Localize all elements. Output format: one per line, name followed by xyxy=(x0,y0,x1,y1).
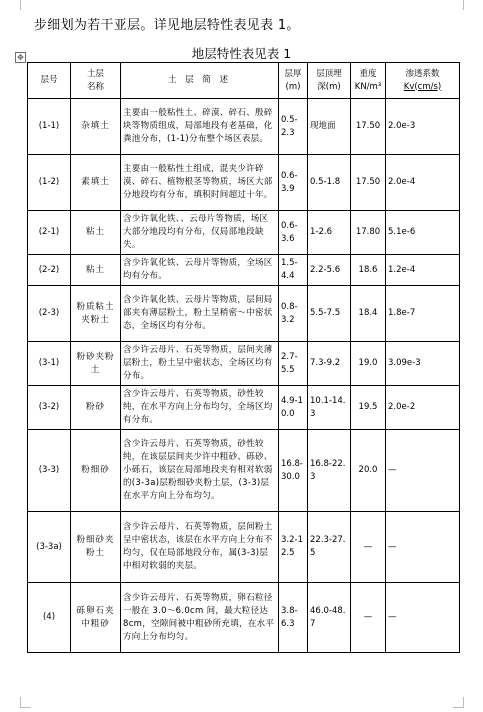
top-depth-cell: 1-2.6 xyxy=(308,211,351,255)
header-layer-name: 土层 名称 xyxy=(71,63,121,99)
thickness-cell: 0.5-2.3 xyxy=(279,99,308,155)
layer-name-cell: 粉质粘土夹粉土 xyxy=(71,286,121,342)
table-move-handle-icon[interactable]: ✥ xyxy=(15,52,26,63)
thickness-cell: 2.7-5.5 xyxy=(279,342,308,386)
unit-weight-cell: 19.5 xyxy=(351,386,386,430)
permeability-cell: — xyxy=(386,430,460,512)
description-cell: 含少许氧化铁、、云母片等物质，场区大部分地段均有分布，仅局部地段缺失。 xyxy=(121,211,279,255)
top-depth-cell: 22.3-27.5 xyxy=(308,512,351,583)
description-cell: 含少许云母片、石英等物质，层间夹薄层粉土，粉土呈中密状态，全场区均有分布。 xyxy=(121,342,279,386)
description-cell: 含少许云母片、石英等物质，卵石粒径一般在 3.0～6.0cm 间，最大粒径达 8cm，空隙间被中粗砂所充填，在水平方向上分布均匀。 xyxy=(121,583,279,653)
permeability-unit: Kv(cm/s) xyxy=(403,81,442,92)
unit-weight-cell: 17.50 xyxy=(351,155,386,211)
thickness-cell: 0.8-3.2 xyxy=(279,286,308,342)
layer-id-cell: (3-3) xyxy=(28,430,71,512)
description-cell: 含少许氧化铁、云母片等物质，全场区均有分布。 xyxy=(121,255,279,286)
permeability-cell: 2.0e-3 xyxy=(386,99,460,155)
crop-mark-top-right xyxy=(453,0,464,10)
description-cell: 主要由一般粘性土、碎漠、碎石、殷碎块等物质组成，局部地段有老基础，化粪池分布，(1-1)分布整个场区表层。 xyxy=(121,99,279,155)
intro-paragraph: 步细划为若干亚层。详见地层特性表见表 1。 xyxy=(34,18,300,33)
table-row xyxy=(28,386,460,430)
header-thickness: 层厚 (m) xyxy=(279,63,308,99)
strata-table-body xyxy=(28,99,460,653)
table-row xyxy=(28,342,460,386)
table-row xyxy=(28,255,460,286)
thickness-cell: 3.8-6.3 xyxy=(279,583,308,653)
permeability-cell: — xyxy=(386,512,460,583)
top-depth-cell: 0.5-1.8 xyxy=(308,155,351,211)
header-top-depth: 层顶埋 深(m) xyxy=(308,63,351,99)
permeability-cell: 1.2e-4 xyxy=(386,255,460,286)
table-row xyxy=(28,155,460,211)
header-description: 土 层 简 述 xyxy=(121,63,279,99)
crop-mark-bottom-right xyxy=(453,697,464,708)
layer-id-cell: (2-1) xyxy=(28,211,71,255)
layer-name-cell: 素填土 xyxy=(71,155,121,211)
top-depth-cell: 16.8-22.3 xyxy=(308,430,351,512)
unit-weight-unit: KN/m³ xyxy=(354,81,382,92)
unit-weight-cell: — xyxy=(351,583,386,653)
unit-weight-cell: — xyxy=(351,512,386,583)
thickness-cell: 16.8-30.0 xyxy=(279,430,308,512)
layer-id-cell: (4) xyxy=(28,583,71,653)
unit-weight-cell: 19.0 xyxy=(351,342,386,386)
table-row xyxy=(28,512,460,583)
top-depth-cell: 46.0-48.7 xyxy=(308,583,351,653)
layer-id-cell: (1-1) xyxy=(28,99,71,155)
table-row xyxy=(28,430,460,512)
crop-mark-bottom-left xyxy=(20,697,31,708)
layer-name-cell: 砾卵石夹中粗砂 xyxy=(71,583,121,653)
thickness-cell: 4.9-10.0 xyxy=(279,386,308,430)
strata-table xyxy=(27,62,460,653)
permeability-cell: 1.8e-7 xyxy=(386,286,460,342)
top-depth-cell: 2.2-5.6 xyxy=(308,255,351,286)
layer-name-cell: 粉细砂 xyxy=(71,430,121,512)
permeability-cell: 2.0e-2 xyxy=(386,386,460,430)
layer-name-cell: 杂填土 xyxy=(71,99,121,155)
top-depth-cell: 7.3-9.2 xyxy=(308,342,351,386)
unit-weight-cell: 17.80 xyxy=(351,211,386,255)
description-cell: 含少许云母片、石英等物质，层间粉土呈中密状态，该层在水平方向上分布不均匀，仅在局部地段分布，属(3-3)层中相对软弱的夹层。 xyxy=(121,512,279,583)
layer-id-cell: (2-3) xyxy=(28,286,71,342)
layer-name-cell: 粉砂 xyxy=(71,386,121,430)
layer-name-cell: 粘土 xyxy=(71,255,121,286)
unit-weight-cell: 18.4 xyxy=(351,286,386,342)
unit-weight-cell: 17.50 xyxy=(351,99,386,155)
header-layer-id: 层号 xyxy=(28,63,71,99)
layer-name-cell: 粘土 xyxy=(71,211,121,255)
layer-id-cell: (3-3a) xyxy=(28,512,71,583)
layer-id-cell: (3-2) xyxy=(28,386,71,430)
top-depth-cell: 现地面 xyxy=(308,99,351,155)
layer-id-cell: (1-2) xyxy=(28,155,71,211)
header-unit-weight xyxy=(351,63,386,99)
permeability-cell: 3.09e-3 xyxy=(386,342,460,386)
top-depth-cell: 10.1-14.3 xyxy=(308,386,351,430)
layer-id-cell: (3-1) xyxy=(28,342,71,386)
permeability-cell: 5.1e-6 xyxy=(386,211,460,255)
unit-weight-cell: 20.0 xyxy=(351,430,386,512)
permeability-cell: 2.0e-4 xyxy=(386,155,460,211)
thickness-cell: 3.2-12.5 xyxy=(279,512,308,583)
description-cell: 含少许氧化铁、云母片等物质，层间局部夹有薄层粉土，粉土呈稍密～中密状态，全场区均有分布。 xyxy=(121,286,279,342)
description-cell: 含少许云母片、石英等物质，砂性较纯，在该层层间夹少许中粗砂、砾砂、小砾石，该层在局部地段夹有相对软弱的(3-3a)层粉细砂夹粉土层，(3-3)层在水平方向上分布均匀。 xyxy=(121,430,279,512)
layer-name-cell: 粉细砂夹粉土 xyxy=(71,512,121,583)
permeability-label: 渗透系数 xyxy=(405,68,440,79)
unit-weight-cell: 18.6 xyxy=(351,255,386,286)
table-row xyxy=(28,286,460,342)
description-cell: 含少许云母片、石英等物质，砂性较纯，在水平方向上分布均匀，全场区均有分布。 xyxy=(121,386,279,430)
table-row xyxy=(28,99,460,155)
table-row xyxy=(28,583,460,653)
permeability-cell: — xyxy=(386,583,460,653)
unit-weight-label: 重度 xyxy=(359,68,377,79)
layer-id-cell: (2-2) xyxy=(28,255,71,286)
header-permeability xyxy=(386,63,460,99)
thickness-cell: 1.5-4.4 xyxy=(279,255,308,286)
top-depth-cell: 5.5-7.5 xyxy=(308,286,351,342)
crop-mark-top-left xyxy=(20,0,31,10)
description-cell: 主要由一般粘性土组成，混夹少许碎漠、碎石、植物根茎等物质，场区大部分地段均有分布，填积时间超过十年。 xyxy=(121,155,279,211)
thickness-cell: 0.6-3.9 xyxy=(279,155,308,211)
table-caption: 地层特性表见表 1 xyxy=(191,46,292,61)
table-row xyxy=(28,211,460,255)
thickness-cell: 0.6-3.6 xyxy=(279,211,308,255)
layer-name-cell: 粉砂夹粉土 xyxy=(71,342,121,386)
